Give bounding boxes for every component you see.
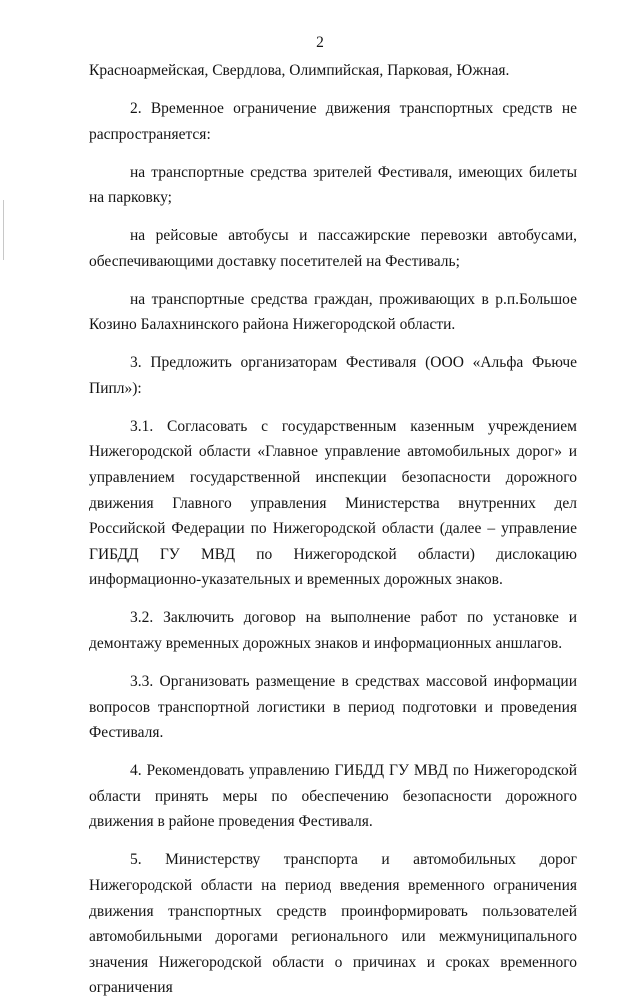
document-body [89, 58, 577, 1001]
paragraph-exception-spectators: на транспортные средства зрителей Фестиваля, имеющих билеты на парковку; [89, 163, 577, 207]
paragraph-exception-residents: на транспортные средства граждан, проживающих в р.п.Большое Козино Балахнинского района Нижегородской области. [89, 290, 577, 334]
paragraph-item-3-1: 3.1. Согласовать с государственным казенным учреждением Нижегородской области «Главное управление автомобильных дорог» и управлением государственной инспекции безопасности дорожного движения Главного управления Министерства внутренних дел Российской Федерации по Нижегородской области (далее – управление ГИБДД ГУ МВД по Нижегородской области) дислокацию информационно-указательных и временных дорожных знаков. [89, 417, 577, 589]
page-number: 2 [316, 34, 324, 51]
paragraph-item-2: 2. Временное ограничение движения транспортных средств не распространяется: [89, 99, 577, 143]
paragraph-item-4: 4. Рекомендовать управлению ГИБДД ГУ МВД по Нижегородской области принять меры по обеспечению безопасности дорожного движения в районе проведения Фестиваля. [89, 762, 577, 831]
paragraph-item-3-3: 3.3. Организовать размещение в средствах массовой информации вопросов транспортной логистики в период подготовки и проведения Фестиваля. [89, 673, 577, 742]
paragraph-item-3-2: 3.2. Заключить договор на выполнение работ по установке и демонтажу временных дорожных знаков и информационных аншлагов. [89, 609, 577, 653]
paragraph-street-list: Красноармейская, Свердлова, Олимпийская, Парковая, Южная. [89, 62, 510, 79]
paragraph-item-3: 3. Предложить организаторам Фестиваля (ООО «Альфа Фьюче Пипл»): [89, 354, 577, 397]
paragraph-item-5: 5. Министерству транспорта и автомобильных дорог Нижегородской области на период введения временного ограничения движения транспортных средств проинформировать пользователей автомобильными дорогами регионального или межмуниципального значения Нижегородской области о причинах и сроках временного ограничения [89, 851, 577, 997]
paragraph-exception-buses: на рейсовые автобусы и пассажирские перевозки автобусами, обеспечивающими доставку посетителей на Фестиваль; [89, 227, 577, 270]
scan-edge-mark [3, 200, 4, 260]
